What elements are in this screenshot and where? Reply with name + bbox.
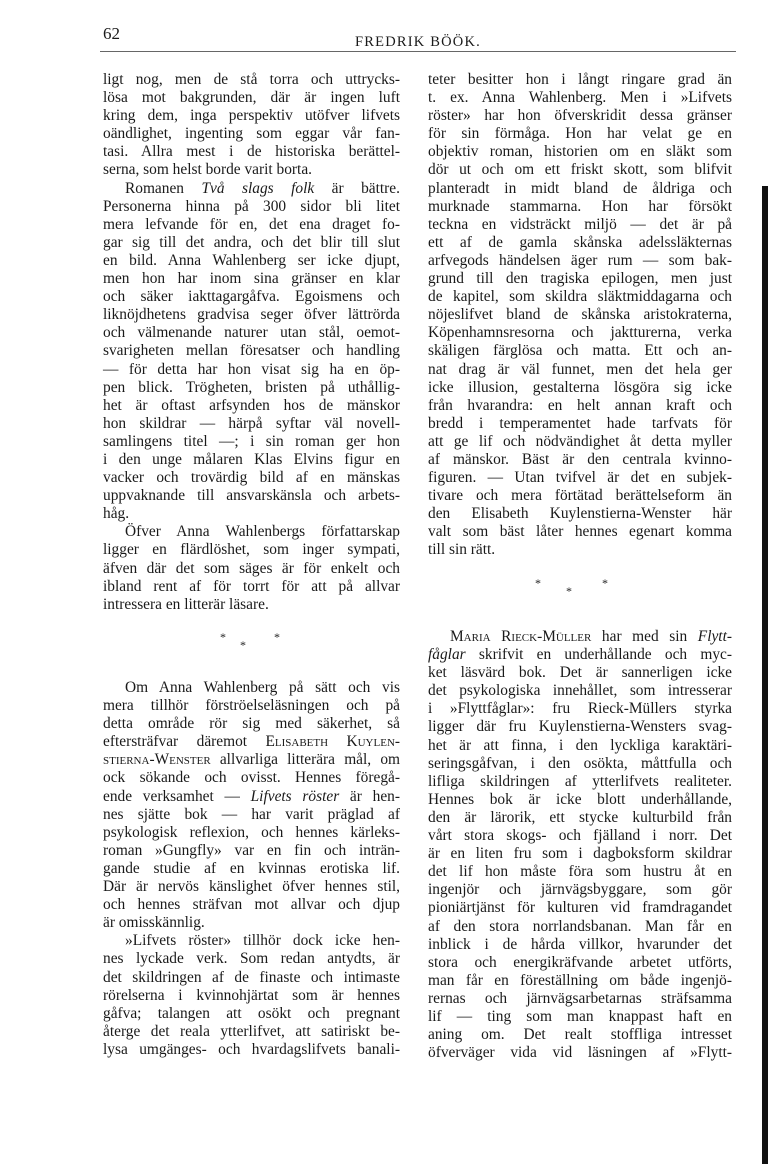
text-run: är hen- [339,787,400,805]
text-line [103,541,400,559]
text-line [428,755,732,773]
right-column-bottom-text [428,628,732,1062]
text-run: roman »Gungfly» var en fin och inträn- [103,841,400,859]
text-line [428,1026,732,1044]
text-line [103,397,400,415]
text-line [103,987,400,1005]
text-line [428,541,732,559]
text-line [428,288,732,306]
paragraph [428,71,732,560]
text-run: hon skildrar — härpå syftar väl novell- [103,414,400,432]
text-run: inblick i de hårda villkor, hvarunder det [428,935,732,953]
text-run: dör ut och om ett friskt skott, som blifvit [428,161,732,179]
text-run: gar sig till det andra, och det blir till slut [103,233,400,251]
text-line [428,990,732,1008]
text-line [103,487,400,505]
text-run: Personerna hinna på 300 sidor bli litet [103,197,400,215]
paragraph [103,523,400,613]
text-line [103,270,400,288]
text-run: eftersträfvar däremot [103,733,266,751]
text-run: är bättre. [314,179,400,197]
text-line [103,715,400,733]
text-run: tivare och mera förtätad berättelseform än [428,487,732,505]
text-line [103,932,400,950]
text-line [428,198,732,216]
text-run: vårt stora skogs- och fjälland i norr. Det [428,827,732,845]
text-run: valt som bäst låter hennes egenart komma [428,523,732,541]
text-run: detta område rör sig med säkerhet, så [103,715,400,733]
asterisk-icon: * [240,638,246,652]
text-line [103,252,400,270]
text-line [428,71,732,89]
text-line [428,1044,732,1062]
text-run: men hon har inom sina gränser en klar [103,270,400,288]
text-line [428,89,732,107]
text-line [428,881,732,899]
text-line [428,487,732,505]
text-run: teter besitter hon i långt ringare grad än [428,71,732,88]
small-caps-name: Maria Rieck-Müller [450,628,592,645]
text-line [428,451,732,469]
text-line [428,505,732,523]
text-run: det lif hon måste föra som hustru åt en [428,863,732,881]
text-run: liknöjdhetens gradvisa seger öfver lättrörda [103,306,400,324]
text-line [428,1008,732,1026]
text-line [428,415,732,433]
paragraph [103,180,400,524]
text-line [428,469,732,487]
text-line [428,954,732,972]
text-line [103,578,400,596]
text-run: figuren. — Utan tvifvel är det en subjek- [428,469,732,487]
text-run: intressera en litterär läsare. [103,595,269,613]
text-run: i den unge målaren Klas Elvins figur en [103,450,400,468]
text-run: från hvarandra: en helt annan kraft och [428,396,732,414]
text-run: och hennes sträfvan mot allvar och djup [103,896,400,914]
text-line [428,918,732,936]
text-run: äfven där det som säges är för enkelt och [103,559,400,577]
text-run: ingenjör och järnvägsbyggare, som gör [428,881,732,899]
text-run: t. ex. Anna Wahlenberg. Men i »Lifvets [428,89,732,107]
text-line [428,682,732,700]
text-line [428,270,732,288]
text-run: af den stora norrlandsbanan. Man får en [428,917,732,935]
text-run: grund till den tragiska epilogen, men just [428,270,732,288]
text-run: rernas och järnvägsarbetarnas sträfsamma [428,989,732,1007]
text-line [103,288,400,306]
small-caps-name: stierna-Wenster [103,751,211,769]
text-line [428,342,732,360]
text-line [428,718,732,736]
text-run: murknade stammarna. Hon har försökt [428,197,732,215]
text-run: samlingens titel —; i sin roman ger hon [103,432,400,450]
text-run: skäligen färglösa och matta. Ett och an- [428,342,732,360]
text-line [103,560,400,578]
text-run: mera lefvande för en, det ena draget fo- [103,215,400,233]
text-run: öfverväger vida vid läsningen af »Flytt- [428,1044,732,1062]
text-run: skrifvit en underhållande och myc- [465,646,732,664]
text-run: en bild. Anna Wahlenberg ser icke djupt, [103,251,400,269]
text-line [103,306,400,324]
text-line [103,1005,400,1023]
text-line [428,180,732,198]
italic-title: Flytt- [697,628,732,645]
text-line [103,523,400,541]
text-run: nöjeslifvet bland de skånska aristokraterna, [428,306,732,324]
italic-title: fåglar [428,646,466,664]
text-line [103,433,400,451]
text-line [103,125,400,143]
text-run: nat drag är väl funnet, men det hela ger [428,360,732,378]
text-run: håg. [103,505,130,523]
text-run: psykologisk reflexion, och hennes kärleks- [103,823,400,841]
text-run: den är lärorik, ett stycke kulturbild från [428,808,732,826]
scan-edge-shadow [762,186,768,1164]
text-line [103,896,400,914]
text-line [103,950,400,968]
text-run: pioniärtjänst för kulturen vid framdragandet [428,899,732,917]
asterisk-icon: * [274,630,280,644]
text-line [103,596,400,614]
text-line [103,180,400,198]
text-run: — för detta har hon visat sig ha en öp- [103,360,400,378]
text-line [428,252,732,270]
text-run: objektiv roman, historien om en släkt som [428,143,732,161]
text-line [103,324,400,342]
text-run: Hennes bok är icke blott underhållande, [428,790,732,808]
text-run: det skildringen af de finaste och intimaste [103,968,400,986]
text-run: af mänskor. Bäst är den centrala kvinno- [428,450,732,468]
text-line [103,1041,400,1059]
text-run: ligt nog, men de stå torra och uttrycks- [103,71,400,88]
text-line [428,107,732,125]
text-run: lif — ting som man knappast haft en [428,1007,732,1025]
text-line [428,433,732,451]
text-run: »Lifvets röster» tillhör dock icke hen- [125,932,400,950]
text-run: rörelserna i kvinnohjärtat som är hennes [103,986,400,1004]
italic-title: Två slags folk [201,179,315,197]
asterisk-icon: * [535,576,541,590]
text-line [428,899,732,917]
text-run: teckna en vidsträckt miljö — det är på [428,215,732,233]
text-run: arfvegods händelsen äger rum — som bak- [428,251,732,269]
text-line [428,361,732,379]
right-column-top-text [428,71,732,560]
text-line [103,733,400,751]
text-run: Om Anna Wahlenberg på sätt och vis [125,679,400,696]
text-run: nes lyckade verk. Som redan antydts, är [103,950,400,968]
text-run: gåfva; talangen att osökt och pregnant [103,1004,400,1022]
text-run: det psykologiska innehållet, som intresserar [428,682,732,700]
text-run: i »Flyttfåglar»: fru Rieck-Müllers styrka [428,700,732,718]
paragraph [103,932,400,1059]
text-line [428,523,732,541]
text-run: de kapitel, som skildra släktmiddagarna och [428,288,732,306]
text-run: Där är nervös känslighet öfver hennes stil, [103,878,400,896]
text-line [428,397,732,415]
text-run: för sin förmåga. Hon har velat ge en [428,125,732,143]
text-line [103,216,400,234]
text-run: tasi. Allra mest i de historiska berättel- [103,143,400,161]
text-line [428,216,732,234]
running-title: FREDRIK BÖÖK. [355,34,481,50]
text-line [428,234,732,252]
text-line [103,415,400,433]
text-line [103,505,400,523]
text-run: allvarliga litterära mål, om [210,751,400,769]
text-run: bredd i temperamentet hade tarfvats för [428,414,732,432]
text-run: svarigheten mellan föresatser och handling [103,342,400,360]
text-line [103,697,400,715]
text-run: Romanen [125,179,202,197]
text-run: att ge lif och nödvändighet åt detta myller [428,432,732,450]
text-line [103,469,400,487]
text-line [428,809,732,827]
text-line [428,379,732,397]
text-run: seringsgåfvan, i den osökta, måttfulla och [428,754,732,772]
small-caps-name: Elisabeth Kuylen- [265,733,401,751]
text-run: lysa umgänges- och hvardagslifvets banali- [103,1040,400,1058]
text-line [103,379,400,397]
left-column-bottom-text [103,679,400,1059]
text-line [428,791,732,809]
text-run: den Elisabeth Kuylenstierna-Wenster här [428,505,732,523]
text-line [103,860,400,878]
text-line [103,1023,400,1041]
text-line [103,451,400,469]
text-run: aning om. Det realt stoffliga intresset [428,1026,732,1044]
text-run: uppvaknande till ansvarskänsla och arbets- [103,487,400,505]
text-line [428,700,732,718]
text-line [103,161,400,179]
text-run: lösa mot bakgrunden, där är ingen luft [103,89,400,107]
text-line [428,845,732,863]
text-line [103,751,400,769]
text-line [428,936,732,954]
text-line [103,788,400,806]
text-run: gande studie af en kvinnas erotiska lif. [103,859,400,877]
paragraph [103,71,400,180]
asterisk-icon: * [602,576,608,590]
header-rule [100,51,736,52]
text-run: Öfver Anna Wahlenbergs författarskap [125,523,400,541]
paragraph [428,628,732,1062]
text-run: ende verksamhet — [103,787,251,805]
left-column-top-text [103,71,400,614]
text-run: oändlighet, ingenting som eggar vår fan- [103,125,400,143]
text-line [428,773,732,791]
text-line [103,769,400,787]
text-line [103,878,400,896]
text-line [103,806,400,824]
text-run: är omisskännlig. [103,914,205,932]
text-line [428,737,732,755]
text-run: planteradt in midt bland de åldriga och [428,179,732,197]
text-run: mera tillhör förströelseläsningen och på [103,697,400,715]
page-number: 62 [103,24,120,43]
text-line [103,198,400,216]
text-line [428,863,732,881]
text-line [103,361,400,379]
text-line [428,664,732,682]
text-run: pen blick. Trögheten, bristen på uthållig- [103,378,400,396]
text-line [428,324,732,342]
text-line [103,107,400,125]
text-line [428,646,732,664]
text-run: man får en föreställning om både ingenjö- [428,971,732,989]
text-run: ock sökande och ovisst. Hennes föregå- [103,769,400,787]
text-line [428,143,732,161]
italic-title: Lifvets röster [250,787,340,805]
text-line [428,628,732,646]
text-run: är en liten fru som i dagboksform skildrar [428,845,732,863]
text-run: stora och energikräfvande arbetet utförts, [428,953,732,971]
text-run: kring dem, inga perspektiv utöfver lifvets [103,107,400,125]
paragraph [103,679,400,932]
text-run: ket läsvärd bok. Det är sannerligen icke [428,664,732,682]
text-line [103,969,400,987]
text-line [103,71,400,89]
text-run: och välmenande naturer utan stål, oemot- [103,324,400,342]
text-run: nes sjätte bok — har varit präglad af [103,805,400,823]
text-line [428,972,732,990]
text-run: och säker iakttagargåfva. Egoismens och [103,288,400,306]
text-run: serna, som helst borde varit borta. [103,161,312,179]
text-run: het är oftast arfsynden hos de mänskor [103,396,400,414]
text-run: het är att finna, i den lyckliga karaktäri- [428,736,732,754]
text-run: röster» har hon öfverskridit dessa gränser [428,107,732,125]
text-line [103,143,400,161]
text-line [103,824,400,842]
text-run: ett af de gamla skånska adelssläkternas [428,233,732,251]
text-line [103,342,400,360]
text-line [103,234,400,252]
text-line [103,842,400,860]
text-run: icke illusion, gestalterna lösgöra sig icke [428,378,732,396]
text-run: ibland rent af för torrt för att på allvar [103,577,400,595]
text-run: till sin rätt. [428,541,496,559]
text-run: Köpenhamnsresorna och jaktturerna, verka [428,324,732,342]
text-line [428,161,732,179]
text-line [428,306,732,324]
text-run: har med sin [591,628,698,645]
asterisk-icon: * [566,584,572,598]
text-run: återge det reala ytterlifvet, att satiriskt be- [103,1022,400,1040]
text-line [103,914,400,932]
asterisk-icon: * [220,630,226,644]
text-line [103,89,400,107]
text-line [428,827,732,845]
text-run: vacker och trovärdig bild af en mänskas [103,469,400,487]
text-run: ligger där fru Kuylenstierna-Wensters svag- [428,718,732,736]
text-line [428,125,732,143]
text-run: lifliga skildringen af ytterlifvets realiteter. [428,772,732,790]
text-run: ligger en flärdlöshet, som inger sympati, [103,541,400,559]
text-line [103,679,400,697]
